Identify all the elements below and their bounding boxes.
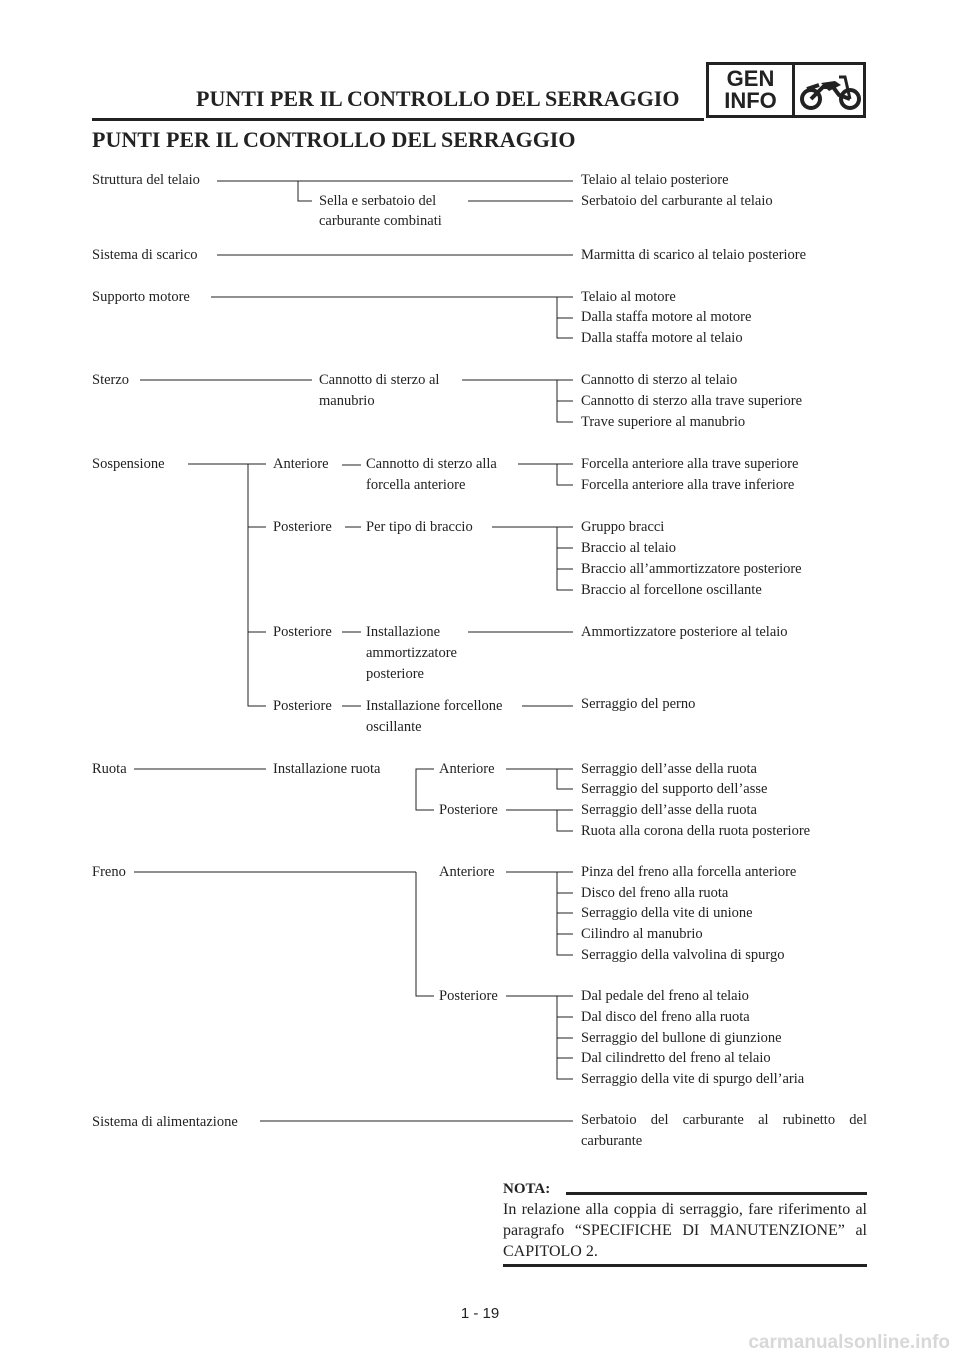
engine-point-1: Telaio al motore <box>581 289 676 305</box>
brake-rear-point-2: Dal disco del freno alla ruota <box>581 1009 750 1025</box>
brake-front-point-1: Pinza del freno alla forcella anteriore <box>581 864 797 880</box>
fuel-point-1b: carburante <box>581 1133 643 1149</box>
frame-point-1: Telaio al telaio posteriore <box>581 172 729 188</box>
engine-point-2: Dalla staffa motore al motore <box>581 309 752 325</box>
suspension-rear-1-point-4: Braccio al forcellone oscillante <box>581 582 762 598</box>
brake-rear-point-5: Serraggio della vite di spurgo dell’aria <box>581 1071 805 1087</box>
note-title: NOTA: <box>503 1181 551 1197</box>
suspension-front-point-1: Forcella anteriore alla trave superiore <box>581 456 799 472</box>
frame-point-2: Serbatoio del carburante al telaio <box>581 193 773 209</box>
steering-mid-2: manubrio <box>319 393 375 409</box>
brake-front-point-5: Serraggio della valvolina di spurgo <box>581 947 785 963</box>
brake-rear-point-4: Dal cilindretto del freno al telaio <box>581 1050 771 1066</box>
wheel-front-point-2: Serraggio del supporto dell’asse <box>581 781 768 797</box>
badge-line-1: GEN <box>726 66 775 91</box>
suspension-rear-2-mid-3: posteriore <box>366 666 424 682</box>
suspension-rear-2-mid-2: ammortizzatore <box>366 645 457 661</box>
suspension-rear-1: Posteriore <box>273 519 332 535</box>
suspension-rear-3-mid-2: oscillante <box>366 719 422 735</box>
brake-rear-point-1: Dal pedale del freno al telaio <box>581 988 749 1004</box>
badge-line-2: INFO <box>724 88 777 113</box>
watermark: carmanualsonline.info <box>748 1332 950 1353</box>
brake-rear-point-3: Serraggio del bullone di giunzione <box>581 1030 782 1046</box>
wheel-front: Anteriore <box>439 761 495 777</box>
wheel-front-point-1: Serraggio dell’asse della ruota <box>581 761 757 777</box>
suspension-front-mid: Cannotto di sterzo alla <box>366 456 497 472</box>
suspension-rear-1-point-2: Braccio al telaio <box>581 540 677 556</box>
suspension-label: Sospensione <box>92 456 165 472</box>
suspension-front-point-2: Forcella anteriore alla trave inferiore <box>581 477 795 493</box>
brake-rear: Posteriore <box>439 988 498 1004</box>
wheel-rear: Posteriore <box>439 802 498 818</box>
note-bottom-rule <box>503 1264 867 1267</box>
engine-label: Supporto motore <box>92 289 190 305</box>
page-number: 1 - 19 <box>460 1305 500 1322</box>
steering-point-2: Cannotto di sterzo alla trave superiore <box>581 393 803 409</box>
suspension-front-mid-2: forcella anteriore <box>366 477 466 493</box>
brake-label: Freno <box>92 864 126 880</box>
steering-point-1: Cannotto di sterzo al telaio <box>581 372 738 388</box>
note-text: In relazione alla coppia di serraggio, fare riferimento al paragrafo “SPECIFICHE DI MANUTENZIONE” al CAPITOLO 2. <box>503 1201 867 1260</box>
suspension-rear-3: Posteriore <box>273 698 332 714</box>
suspension-rear-2: Posteriore <box>273 624 332 640</box>
suspension-rear-2-point-1: Ammortizzatore posteriore al telaio <box>581 624 788 640</box>
suspension-rear-3-mid: Installazione forcellone <box>366 698 503 714</box>
suspension-rear-1-point-1: Gruppo bracci <box>581 519 665 535</box>
running-title: PUNTI PER IL CONTROLLO DEL SERRAGGIO <box>196 86 680 111</box>
frame-sub: Sella e serbatoio del <box>319 193 437 209</box>
suspension-rear-1-mid: Per tipo di braccio <box>366 519 473 535</box>
wheel-rear-point-2: Ruota alla corona della ruota posteriore <box>581 823 811 839</box>
steering-mid: Cannotto di sterzo al <box>319 372 440 388</box>
wheel-label: Ruota <box>92 761 127 777</box>
suspension-rear-2-mid: Installazione <box>366 624 441 640</box>
wheel-mid: Installazione ruota <box>273 761 381 777</box>
frame-label: Struttura del telaio <box>92 172 200 188</box>
brake-front-point-3: Serraggio della vite di unione <box>581 905 753 921</box>
note-top-rule <box>566 1192 867 1195</box>
page-title: PUNTI PER IL CONTROLLO DEL SERRAGGIO <box>92 127 576 152</box>
suspension-rear-3-point-1: Serraggio del perno <box>581 696 696 712</box>
steering-label: Sterzo <box>92 372 130 388</box>
engine-point-3: Dalla staffa motore al telaio <box>581 330 743 346</box>
frame-sub-2: carburante combinati <box>319 213 442 229</box>
wheel-rear-point-1: Serraggio dell’asse della ruota <box>581 802 757 818</box>
brake-front-point-4: Cilindro al manubrio <box>581 926 703 942</box>
exhaust-label: Sistema di scarico <box>92 247 198 263</box>
suspension-rear-1-point-3: Braccio all’ammortizzatore posteriore <box>581 561 802 577</box>
suspension-front: Anteriore <box>273 456 329 472</box>
steering-point-3: Trave superiore al manubrio <box>581 414 746 430</box>
exhaust-point-1: Marmitta di scarico al telaio posteriore <box>581 247 807 263</box>
brake-front-point-2: Disco del freno alla ruota <box>581 885 729 901</box>
brake-front: Anteriore <box>439 864 495 880</box>
fuel-point-1: Serbatoio del carburante al rubinetto del <box>581 1112 867 1128</box>
fuel-label: Sistema di alimentazione <box>92 1114 238 1130</box>
